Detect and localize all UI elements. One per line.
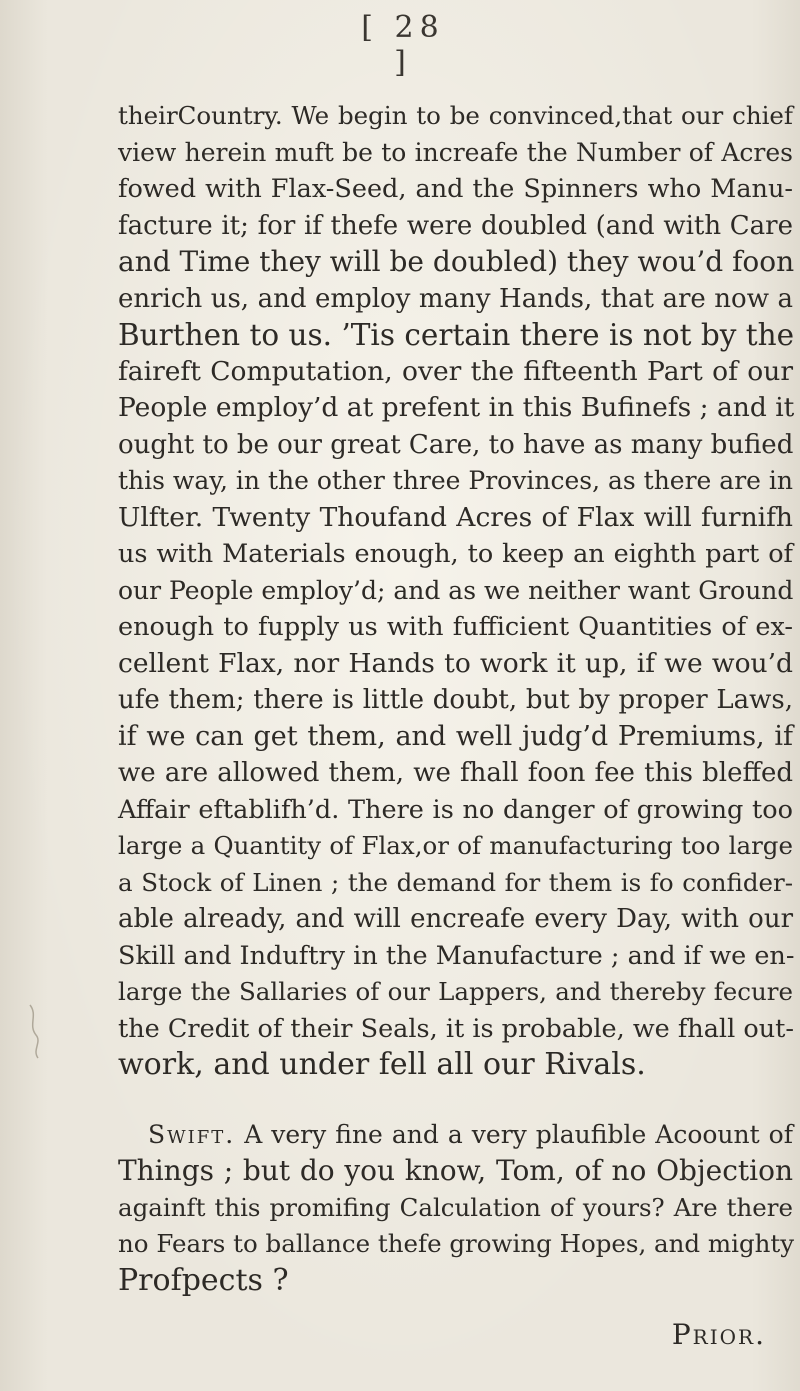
text-line: ufe them; there is little doubt, but by proper Laws, <box>118 685 793 715</box>
catchword: Prior. <box>671 1318 766 1351</box>
text-line: work, and under fell all our Rivals. <box>118 1047 646 1082</box>
text-line: cellent Flax, nor Hands to work it up, if we wou’d <box>118 647 793 679</box>
text-line: large a Quantity of Flax,or of manufacturing too large <box>118 831 793 860</box>
text-line: view herein muft be to increafe the Number of Acres <box>118 137 793 167</box>
text-line: facture it; for if thefe were doubled (and with Care <box>118 210 793 241</box>
dialogue-first-line <box>118 1117 793 1154</box>
text-line: Burthen to us. ’Tis certain there is not by the <box>118 318 795 352</box>
text-line: theirCountry. We begin to be convinced,that our chief <box>118 101 793 130</box>
paragraph-gap <box>118 1084 793 1117</box>
paragraph-2 <box>118 1117 793 1300</box>
margin-stain-mark <box>20 1000 60 1060</box>
text-line: enough to fupply us with fufficient Quantities of ex- <box>118 612 793 642</box>
text-line: A very fine and a very plaufible Acoount of <box>244 1119 793 1149</box>
text-line: Affair eftablifh’d. There is no danger of growing too <box>118 794 793 825</box>
body-text <box>118 98 793 1299</box>
text-line: the Credit of their Seals, it is probable, we fhall out- <box>118 1013 794 1044</box>
text-line: Skill and Induftry in the Manufacture ; and if we en- <box>118 940 795 971</box>
text-line: our People employ’d; and as we neither want Ground <box>118 575 794 605</box>
text-line: enrich us, and employ many Hands, that are now a <box>118 283 793 314</box>
text-line: ought to be our great Care, to have as many bufied <box>118 429 794 460</box>
text-line: if we can get them, and well judg’d Premiums, if <box>118 720 793 752</box>
text-line: faireft Computation, over the fifteenth Part of our <box>118 355 793 387</box>
text-line: againft this promifing Calculation of yours? Are there <box>118 1192 793 1222</box>
text-line: and Time they will be doubled) they wou’d foon <box>118 245 795 278</box>
text-line: large the Sallaries of our Lappers, and thereby fecure <box>118 977 793 1006</box>
text-line: Things ; but do you know, Tom, of no Objection <box>118 1154 793 1187</box>
text-line: Ulfter. Twenty Thoufand Acres of Flax will furnifh <box>118 501 793 533</box>
text-line: able already, and will encreafe every Day, with our <box>118 904 793 934</box>
text-line: this way, in the other three Provinces, as there are in <box>118 466 793 495</box>
paragraph-1 <box>118 98 793 1084</box>
text-line: Profpects ? <box>118 1262 289 1298</box>
text-line: us with Materials enough, to keep an eighth part of <box>118 539 793 569</box>
text-line: no Fears to ballance thefe growing Hopes, and mighty <box>118 1229 795 1258</box>
text-line: People employ’d at prefent in this Bufinefs ; and it <box>118 392 795 423</box>
speaker-name: Swift. <box>148 1119 236 1149</box>
text-line: a Stock of Linen ; the demand for them is fo confider- <box>118 867 793 897</box>
text-line: we are allowed them, we fhall foon fee this bleffed <box>118 758 793 788</box>
text-line: fowed with Flax-Seed, and the Spinners who Manu- <box>118 174 793 204</box>
page-number: [ 28 ] <box>361 10 445 80</box>
